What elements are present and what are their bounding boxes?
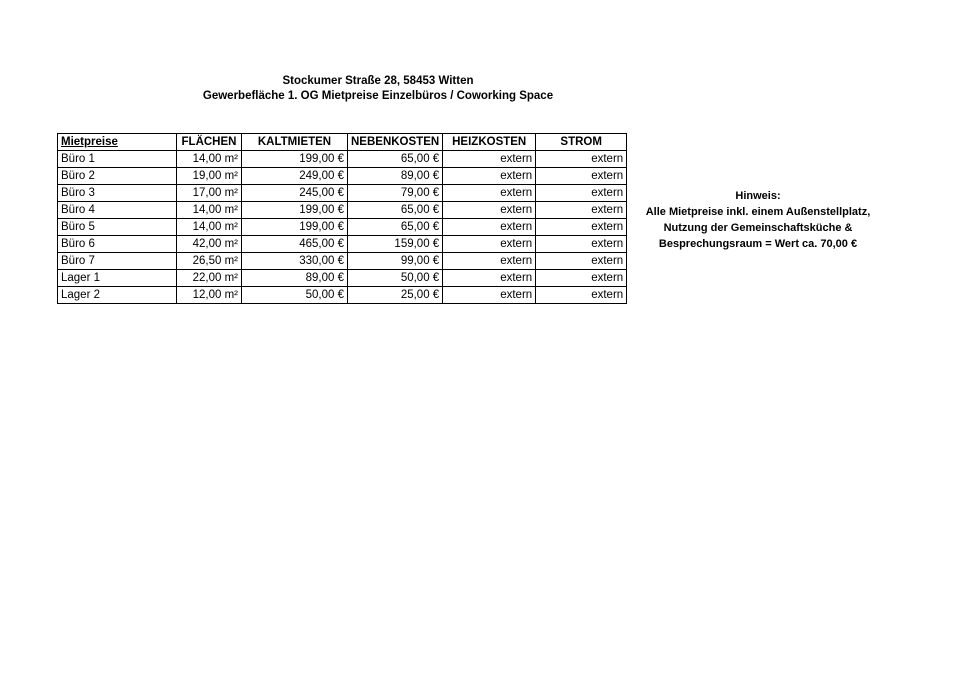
table-cell: Büro 1 <box>58 151 177 168</box>
table-cell: 14,00 m² <box>177 151 242 168</box>
table-cell: extern <box>536 270 627 287</box>
table-cell: Büro 4 <box>58 202 177 219</box>
table-cell: Büro 5 <box>58 219 177 236</box>
table-cell: Büro 7 <box>58 253 177 270</box>
table-cell: 50,00 € <box>348 270 443 287</box>
table-cell: extern <box>443 185 536 202</box>
table-cell: 14,00 m² <box>177 202 242 219</box>
table-cell: extern <box>443 270 536 287</box>
document-title: Stockumer Straße 28, 58453 Witten <box>282 75 474 87</box>
table-cell: 19,00 m² <box>177 168 242 185</box>
table-cell: Büro 6 <box>58 236 177 253</box>
note-line: Nutzung der Gemeinschaftsküche & <box>663 222 853 234</box>
column-header: Mietpreise <box>58 134 177 151</box>
table-row <box>58 219 627 236</box>
table-cell: extern <box>536 219 627 236</box>
table-cell: 99,00 € <box>348 253 443 270</box>
table-cell: 65,00 € <box>348 202 443 219</box>
table-cell: 465,00 € <box>242 236 348 253</box>
table-cell: Lager 2 <box>58 287 177 304</box>
table-cell: 42,00 m² <box>177 236 242 253</box>
note-line: Besprechungsraum = Wert ca. 70,00 € <box>658 238 858 250</box>
table-cell: 25,00 € <box>348 287 443 304</box>
table-header-row <box>58 134 627 151</box>
column-header: STROM <box>536 134 627 151</box>
table-row <box>58 151 627 168</box>
table-cell: extern <box>443 202 536 219</box>
table-cell: extern <box>536 151 627 168</box>
table-cell: 89,00 € <box>242 270 348 287</box>
column-header: HEIZKOSTEN <box>443 134 536 151</box>
table-cell: extern <box>536 253 627 270</box>
table-cell: 26,50 m² <box>177 253 242 270</box>
table-row <box>58 253 627 270</box>
table-row <box>58 236 627 253</box>
note-line: Alle Mietpreise inkl. einem Außenstellplatz, <box>645 206 871 218</box>
table-cell: 159,00 € <box>348 236 443 253</box>
table-cell: 17,00 m² <box>177 185 242 202</box>
table-cell: 330,00 € <box>242 253 348 270</box>
table-cell: 65,00 € <box>348 151 443 168</box>
note-heading: Hinweis: <box>735 190 781 202</box>
note-box <box>630 188 886 252</box>
table-cell: 79,00 € <box>348 185 443 202</box>
table-cell: extern <box>443 219 536 236</box>
table-cell: extern <box>536 185 627 202</box>
table-cell: 50,00 € <box>242 287 348 304</box>
table-cell: 199,00 € <box>242 202 348 219</box>
table-cell: 245,00 € <box>242 185 348 202</box>
price-table <box>57 133 627 304</box>
document-subtitle: Gewerbefläche 1. OG Mietpreise Einzelbüros / Coworking Space <box>202 90 554 102</box>
table-cell: extern <box>443 253 536 270</box>
table-cell: Lager 1 <box>58 270 177 287</box>
table-cell: extern <box>536 202 627 219</box>
table-cell: 65,00 € <box>348 219 443 236</box>
table-row <box>58 185 627 202</box>
table-cell: extern <box>536 168 627 185</box>
table-cell: extern <box>536 287 627 304</box>
column-header: KALTMIETEN <box>242 134 348 151</box>
table-cell: 22,00 m² <box>177 270 242 287</box>
column-header: NEBENKOSTEN <box>348 134 443 151</box>
table-row <box>58 168 627 185</box>
table-cell: 199,00 € <box>242 219 348 236</box>
table-cell: 249,00 € <box>242 168 348 185</box>
table-row <box>58 287 627 304</box>
table-cell: 12,00 m² <box>177 287 242 304</box>
table-cell: 199,00 € <box>242 151 348 168</box>
table-row <box>58 202 627 219</box>
table-cell: 89,00 € <box>348 168 443 185</box>
table-cell: extern <box>443 168 536 185</box>
table-cell: extern <box>536 236 627 253</box>
column-header: FLÄCHEN <box>177 134 242 151</box>
table-row <box>58 270 627 287</box>
table-cell: 14,00 m² <box>177 219 242 236</box>
table-cell: extern <box>443 151 536 168</box>
table-cell: extern <box>443 236 536 253</box>
table-cell: extern <box>443 287 536 304</box>
table-cell: Büro 2 <box>58 168 177 185</box>
table-cell: Büro 3 <box>58 185 177 202</box>
